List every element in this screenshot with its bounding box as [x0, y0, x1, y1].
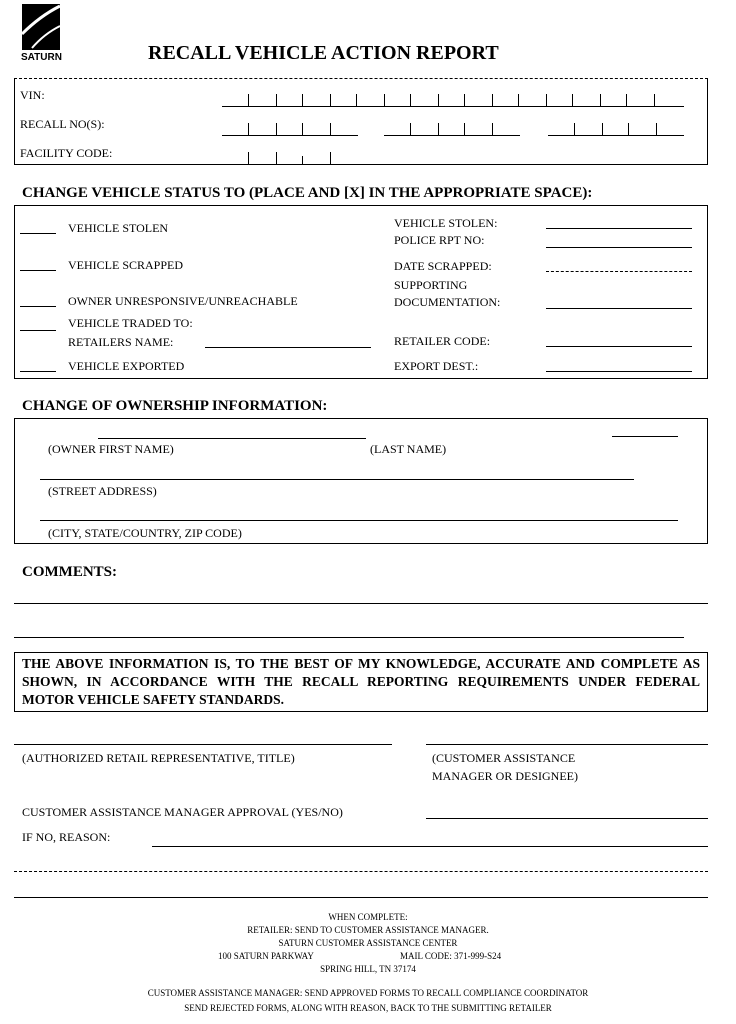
- footer-line-3: SATURN CUSTOMER ASSISTANCE CENTER: [278, 938, 458, 948]
- retailers-name-field[interactable]: [205, 347, 371, 348]
- footer-line-7: SEND REJECTED FORMS, ALONG WITH REASON, BACK TO THE SUBMITTING RETAILER: [184, 1003, 552, 1013]
- cust-mgr-signature-field[interactable]: [426, 744, 708, 745]
- recall-label: RECALL NO(S):: [20, 117, 105, 131]
- scrapped-label: VEHICLE SCRAPPED: [68, 258, 184, 272]
- statement-text: THE ABOVE INFORMATION IS, TO THE BEST OF MY KNOWLEDGE, ACCURATE AND COMPLETE AS SHOWN, IN ACCORDANCE WITH THE RECALL REPORTING REQUIREMENTS UNDER FEDERAL MOTOR VEHICLE SAFETY STANDARDS.: [22, 656, 700, 707]
- last-name-label: (LAST NAME): [370, 442, 447, 456]
- export-dest-field[interactable]: [546, 371, 692, 372]
- retailer-code-label: RETAILER CODE:: [394, 334, 491, 348]
- first-name-field[interactable]: [98, 438, 366, 439]
- comments-heading: COMMENTS:: [22, 564, 117, 580]
- logo-text: SATURN: [21, 52, 62, 63]
- unresponsive-label: OWNER UNRESPONSIVE/UNREACHABLE: [68, 294, 298, 308]
- facility-label: FACILITY CODE:: [20, 146, 113, 160]
- facility-code-field[interactable]: [222, 148, 362, 164]
- first-name-label: (OWNER FIRST NAME): [48, 442, 174, 456]
- status-heading: CHANGE VEHICLE STATUS TO (PLACE AND [X] IN THE APPROPRIATE SPACE):: [22, 185, 593, 201]
- footer-line-5: SPRING HILL, TN 37174: [320, 964, 416, 974]
- date-scrapped-label: DATE SCRAPPED:: [394, 259, 492, 273]
- last-name-field[interactable]: [612, 436, 678, 437]
- reason-label: IF NO, REASON:: [22, 830, 111, 844]
- approval-field[interactable]: [426, 818, 708, 819]
- reason-field-1[interactable]: [152, 846, 708, 847]
- comments-line-2[interactable]: [14, 637, 684, 638]
- cust-mgr-label-2: MANAGER OR DESIGNEE): [432, 769, 578, 783]
- exported-label: VEHICLE EXPORTED: [68, 359, 185, 373]
- export-dest-label: EXPORT DEST.:: [394, 359, 479, 373]
- cust-mgr-label-1: (CUSTOMER ASSISTANCE: [432, 751, 576, 765]
- reason-field-3[interactable]: [14, 897, 708, 898]
- retailers-name-label: RETAILERS NAME:: [68, 335, 174, 349]
- street-label: (STREET ADDRESS): [48, 484, 157, 498]
- retailer-code-field[interactable]: [546, 346, 692, 347]
- vin-field[interactable]: [222, 90, 684, 106]
- reason-field-2[interactable]: [14, 871, 708, 872]
- stolen-checkbox[interactable]: [20, 233, 56, 234]
- street-field[interactable]: [40, 479, 634, 480]
- recall-number-field[interactable]: [222, 119, 684, 135]
- stolen-rpt-field-1[interactable]: [546, 228, 692, 229]
- traded-checkbox[interactable]: [20, 330, 56, 331]
- scrapped-checkbox[interactable]: [20, 270, 56, 271]
- stolen-label: VEHICLE STOLEN: [68, 221, 169, 235]
- stolen-rpt-field-2[interactable]: [546, 247, 692, 248]
- city-label: (CITY, STATE/COUNTRY, ZIP CODE): [48, 526, 242, 540]
- footer-line-4-right: MAIL CODE: 371-999-S24: [400, 951, 502, 961]
- unresponsive-checkbox[interactable]: [20, 306, 56, 307]
- page-title: RECALL VEHICLE ACTION REPORT: [148, 42, 499, 64]
- supporting-label-2: DOCUMENTATION:: [394, 295, 501, 309]
- city-field[interactable]: [40, 520, 678, 521]
- comments-line-1[interactable]: [14, 603, 708, 604]
- retail-rep-label: (AUTHORIZED RETAIL REPRESENTATIVE, TITLE): [22, 751, 295, 765]
- stolen-rpt-label-2: POLICE RPT NO:: [394, 233, 485, 247]
- ownership-heading: CHANGE OF OWNERSHIP INFORMATION:: [22, 398, 328, 414]
- stolen-rpt-label-1: VEHICLE STOLEN:: [394, 216, 498, 230]
- footer-line-1: WHEN COMPLETE:: [328, 912, 408, 922]
- saturn-logo: [18, 4, 68, 66]
- exported-checkbox[interactable]: [20, 371, 56, 372]
- traded-label: VEHICLE TRADED TO:: [68, 316, 193, 330]
- footer-line-6: CUSTOMER ASSISTANCE MANAGER: SEND APPROVED FORMS TO RECALL COMPLIANCE COORDINATOR: [147, 988, 589, 998]
- vin-label: VIN:: [20, 88, 45, 102]
- approval-label: CUSTOMER ASSISTANCE MANAGER APPROVAL (YES/NO): [22, 805, 343, 819]
- supporting-field[interactable]: [546, 308, 692, 309]
- footer-line-4-left: 100 SATURN PARKWAY: [218, 951, 314, 961]
- footer-line-2: RETAILER: SEND TO CUSTOMER ASSISTANCE MANAGER.: [247, 925, 489, 935]
- retail-rep-signature-field[interactable]: [14, 744, 392, 745]
- date-scrapped-field[interactable]: [546, 271, 692, 272]
- supporting-label-1: SUPPORTING: [394, 278, 468, 292]
